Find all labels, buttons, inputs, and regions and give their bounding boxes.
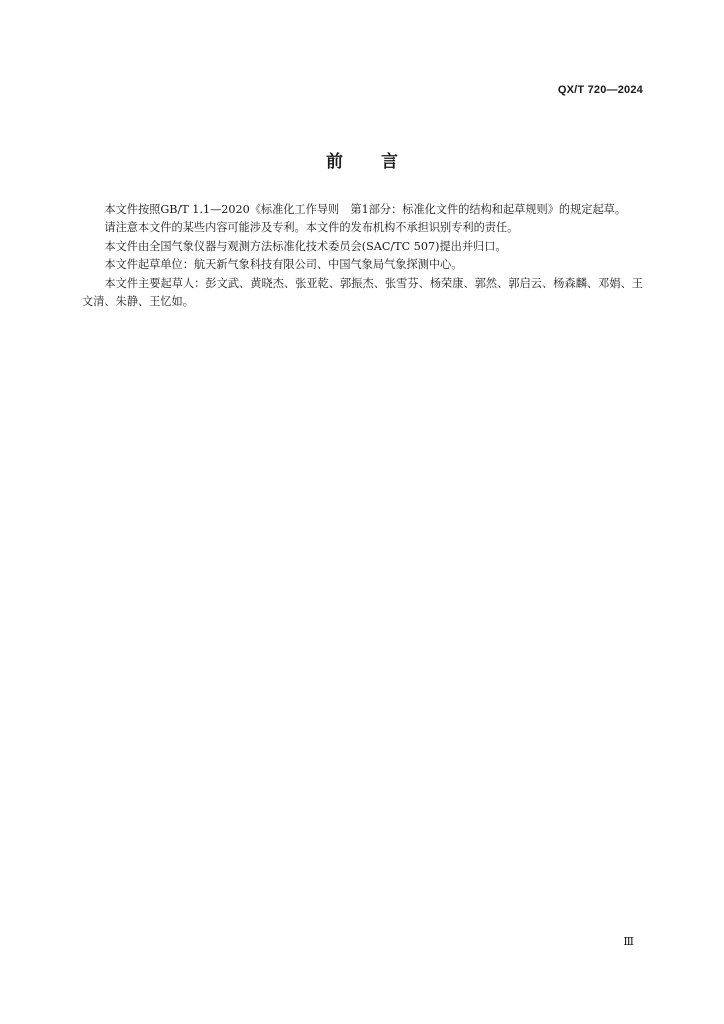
paragraph-patent-notice: 请注意本文件的某些内容可能涉及专利。本文件的发布机构不承担识别专利的责任。 xyxy=(104,221,519,235)
foreword-body xyxy=(82,201,643,311)
paragraph-drafters: 本文件主要起草人：彭文武、黄晓杰、张亚乾、郭振杰、张雪芬、杨荣康、郭然、郭启云、杨森麟、邓娟、王文清、朱静、王忆如。 xyxy=(82,276,643,309)
paragraph-drafting-rules: 本文件按照GB/T 1.1—2020《标准化工作导则 第1部分：标准化文件的结构和起草规则》的规定起草。 xyxy=(104,203,627,216)
page-title: 前言 xyxy=(326,152,436,172)
paragraph-proposing-committee: 本文件由全国气象仪器与观测方法标准化技术委员会(SAC/TC 507)提出并归口。 xyxy=(104,239,507,253)
paragraph-drafting-units: 本文件起草单位：航天新气象科技有限公司、中国气象局气象探测中心。 xyxy=(104,258,463,272)
document-code: QX/T 720—2024 xyxy=(557,84,643,96)
page-number: Ⅲ xyxy=(623,935,634,948)
